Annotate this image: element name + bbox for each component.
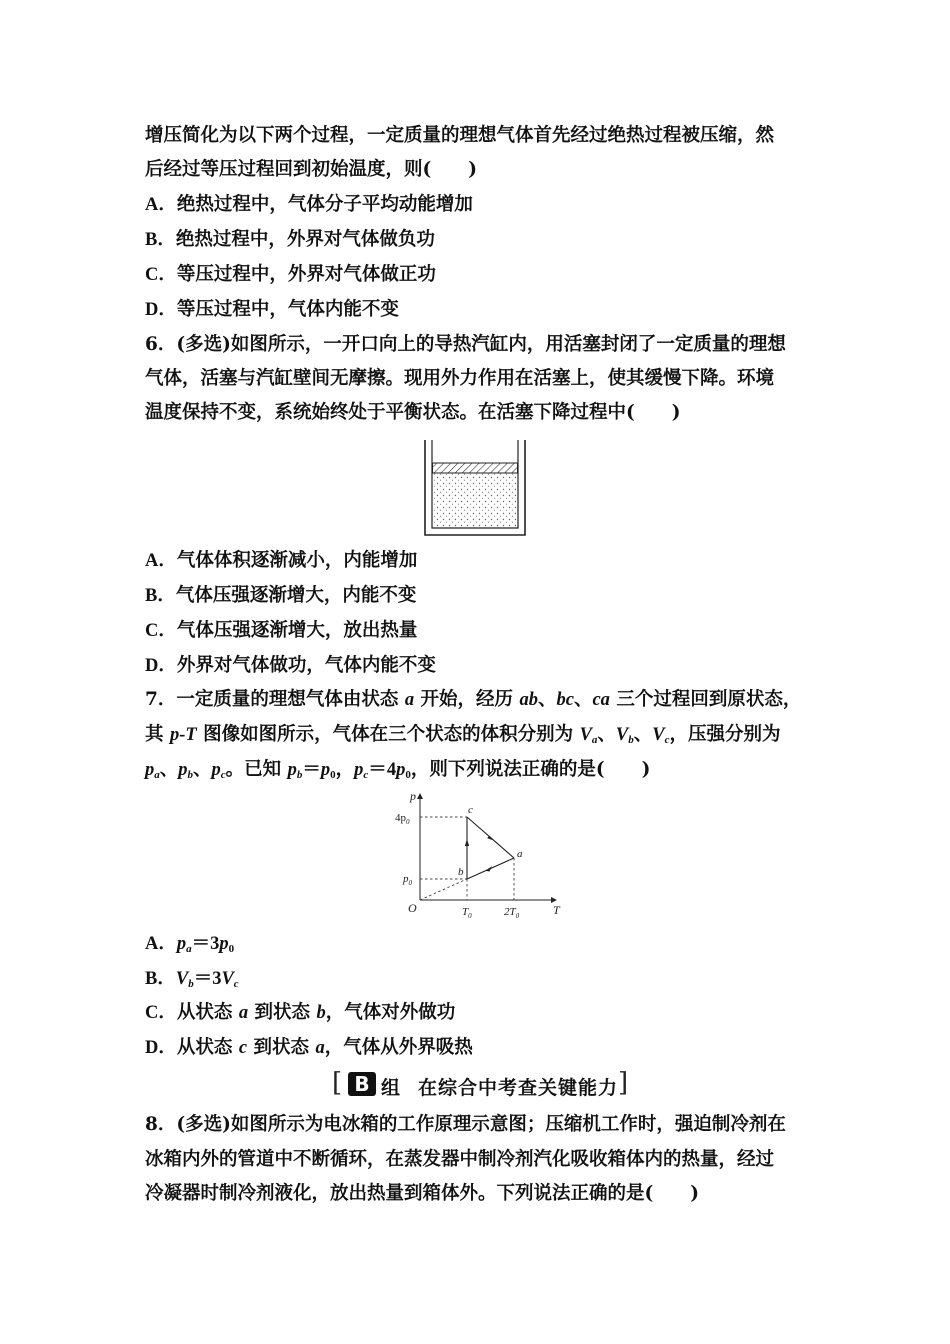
tick-p0: $p_0$ <box>403 873 412 887</box>
q5-line1: 增压简化为以下两个过程，一定质量的理想气体首先经过绝热过程被压缩，然 <box>145 125 775 146</box>
q8-line2: 冰箱内外的管道中不断循环，在蒸发器中制冷剂汽化吸收箱体内的热量，经过 <box>145 1149 775 1170</box>
x-axis-label: T <box>553 903 560 917</box>
y-axis-label: p <box>410 790 416 803</box>
point-c-label: c <box>468 804 473 816</box>
q6-option-a: A．气体体积逐渐减小，内能增加 <box>145 550 418 571</box>
gas-region <box>433 473 518 528</box>
point-a-label: a <box>517 848 523 860</box>
q7-line2: 其 p-T 图像如图所示，气体在三个状态的体积分别为 $V_a$、$V_b$、$V_c$，压强分别为 <box>145 724 781 746</box>
origin-label: O <box>408 901 417 915</box>
pt-graph <box>388 790 568 920</box>
section-b-header <box>332 1068 630 1100</box>
tick-2T0: $2T_0$ <box>504 906 520 920</box>
left-bracket: [ <box>332 1068 343 1098</box>
q8-line1: 8．(多选)如图所示为电冰箱的工作原理示意图；压缩机工作时，强迫制冷剂在 <box>145 1114 786 1135</box>
q6-line2: 气体，活塞与汽缸壁间无摩擦。现用外力作用在活塞上，使其缓慢下降。环境 <box>145 368 775 389</box>
q7-option-b: B．$V_b=3V_c$ <box>145 968 239 990</box>
group-label: 组 <box>381 1077 401 1099</box>
q7-option-d: D．从状态 c 到状态 a，气体从外界吸热 <box>145 1037 473 1058</box>
q6-line1: 6．(多选)如图所示，一开口向上的导热汽缸内，用活塞封闭了一定质量的理想 <box>145 334 786 355</box>
q7-option-c: C．从状态 a 到状态 b，气体对外做功 <box>145 1002 456 1023</box>
tick-T0: $T_0$ <box>462 906 472 920</box>
q6-option-d: D．外界对气体做功，气体内能不变 <box>145 655 436 676</box>
q6-option-b: B．气体压强逐渐增大，内能不变 <box>145 585 417 606</box>
q5-option-d: D．等压过程中，气体内能不变 <box>145 299 399 320</box>
tick-4p0: $4p_0$ <box>395 812 410 826</box>
group-b-badge: B <box>348 1072 376 1096</box>
right-bracket: ] <box>618 1068 629 1098</box>
point-b-label: b <box>458 866 464 878</box>
q5-option-a: A．绝热过程中，气体分子平均动能增加 <box>145 194 473 215</box>
cylinder-diagram <box>424 440 526 536</box>
piston <box>433 463 518 473</box>
q7-line1: 7．一定质量的理想气体由状态 a 开始，经历 ab、bc、ca 三个过程回到原状态， <box>145 689 802 710</box>
q5-option-b: B．绝热过程中，外界对气体做负功 <box>145 229 435 250</box>
q5-line2: 后经过等压过程回到初始温度，则( ) <box>145 159 478 180</box>
cylinder-figure <box>424 440 526 536</box>
pt-graph-figure <box>388 790 568 920</box>
q7-option-a: A．$p_a=3p_0$ <box>145 933 235 955</box>
section-title: 在综合中考查关键能力 <box>418 1077 619 1099</box>
q7-line3: $p_a$、$p_b$、$p_c$。已知 $p_b=p_0$，$p_c=4p_0$，则下列说法正确的是( ) <box>145 759 651 781</box>
q6-line3: 温度保持不变，系统始终处于平衡状态。在活塞下降过程中( ) <box>145 402 681 423</box>
q6-option-c: C．气体压强逐渐增大，放出热量 <box>145 620 418 641</box>
q5-option-c: C．等压过程中，外界对气体做正功 <box>145 264 436 285</box>
q8-line3: 冷凝器时制冷剂液化，放出热量到箱体外。下列说法正确的是( ) <box>145 1183 700 1204</box>
